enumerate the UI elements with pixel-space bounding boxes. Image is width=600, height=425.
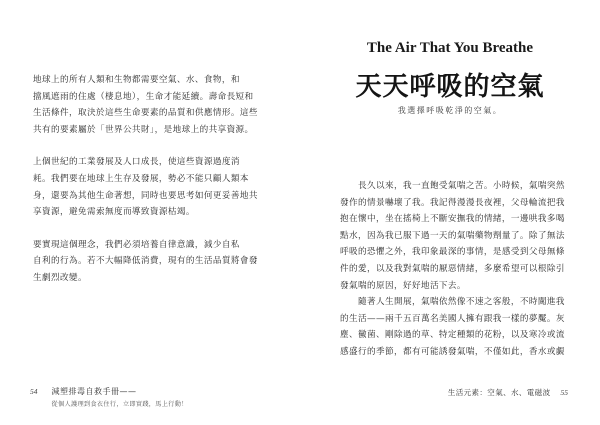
book-subtitle: 從個人護理到食衣住行，立即實踐，馬上行動！ [51, 401, 188, 408]
right-page [300, 0, 600, 425]
left-page-body [33, 72, 261, 287]
left-paragraph-2: 上個世紀的工業發展及人口成長，使這些資源過度消 耗。我們要在地球上生存及發展，勢必不能只顧人類本 身，還要為其他生命著想，同時也要思考如何更妥善地共 享資源，避免需索無度而導致資源枯竭。 [33, 157, 258, 218]
right-page-number: 55 [560, 388, 568, 397]
right-page-footer [448, 387, 568, 398]
chapter-english-title: The Air That You Breathe [366, 40, 534, 56]
chapter-subtitle: 我選擇呼吸乾淨的空氣。 [397, 106, 503, 115]
left-page-footer [30, 386, 260, 408]
running-header-chapter: 生活元素：空氣、水、電磁波 [447, 388, 551, 397]
left-paragraph-1: 地球上的所有人類和生物都需要空氣、水、食物，和 擋風遮雨的住處（棲息地），生命才能延續。壽命長短和 生活條件，取決於這些生命要素的品質和供應情形。這些 共有的要素屬於「世界公共財」，是地球上的共享資源。 [33, 75, 258, 135]
running-header-book [52, 386, 188, 408]
left-page-number: 54 [30, 387, 38, 396]
left-paragraph-3: 要實現這個理念，我們必須培養自律意識，減少自私 自利的行為。若不大幅降低消費，現有的生活品質將會發 生劇烈改變。 [33, 239, 258, 283]
book-title: 減塑排毒自救手冊—— [51, 387, 137, 396]
right-paragraph-2: 隨著人生開展，氣喘依然像不速之客般，不時闖進我 的生活——兩千五百萬名美國人擁有跟我一樣的夢魘。灰 塵、黴菌、剛除過的草、特定種類的花粉，以及寒冷或流 感盛行的季節，都有可能誘發氣喘，不僅如此，香水或覷 [340, 297, 565, 357]
chapter-chinese-title: 天天呼吸的空氣 [355, 72, 545, 102]
right-paragraph-1: 長久以來，我一直飽受氣喘之苦。小時候，氣喘突然 發作的情景嚇壞了我。我記得漫漫長夜裡，父母輪流把我 抱在懷中，坐在搖椅上不斷安撫我的情緒，一邊哄我多喝 點水，因為我已服下過一天的氣喘藥物劑量了。除了無法 呼吸的恐懼之外，我印象最深的事情，是感受到父母無條 件的愛，以及我對氣喘的厭惡情緒，多麼希望可以根除引 發氣喘的原因，好好地活下去。 [340, 181, 565, 291]
right-page-body [340, 178, 568, 361]
